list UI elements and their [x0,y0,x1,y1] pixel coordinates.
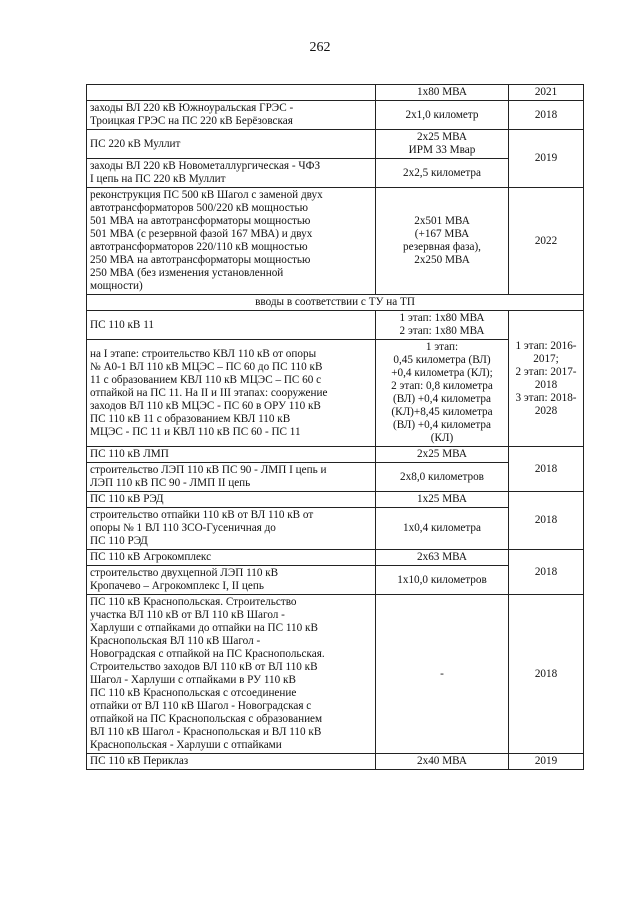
object-cell: ПС 110 кВ Краснопольская. Строительство участка ВЛ 110 кВ от ВЛ 110 кВ Шагол - Харлуши с отпайками до отпайки на ПС 110 кВ Краснопольская ВЛ 110 кВ Шагол - Новоградская с отпайкой на ПС Краснопольская. Строительство заходов ВЛ 110 кВ от ВЛ 110 кВ Шагол - Харлуши с отпайками в РУ 110 кВ ПС 110 кВ Краснопольская с отсоединение отпайки от ВЛ 110 кВ Шагол - Новоградская с отпайкой на ПС Краснопольская с образованием ВЛ 110 кВ Шагол - Краснопольская и ВЛ 110 кВ Краснопольская - Харлуши с отпайками [87,595,376,754]
table-row [87,754,584,770]
object-cell: строительство двухцепной ЛЭП 110 кВ Кропачево – Агрокомплекс I, II цепь [87,566,376,595]
table-row [87,130,584,159]
table-row [87,492,584,508]
year-cell: 2018 [509,550,584,595]
capacity-cell: - [376,595,509,754]
year-cell: 2018 [509,492,584,550]
table-row [87,85,584,101]
year-cell: 2022 [509,188,584,295]
object-cell: ПС 110 кВ РЭД [87,492,376,508]
year-cell: 2019 [509,130,584,188]
object-cell: реконструкция ПС 500 кВ Шагол с заменой двух автотрансформаторов 500/220 кВ мощностью 501 МВА на автотрансформаторы мощностью 501 МВА (с резервной фазой 167 МВА) и двух автотрансформаторов 220/110 кВ мощностью 250 МВА на автотрансформаторы мощностью 250 МВА (без изменения установленной мощности) [87,188,376,295]
year-cell: 2018 [509,101,584,130]
capacity-cell: 2x25 МВА ИРМ 33 Мвар [376,130,509,159]
capacity-cell: 2x2,5 километра [376,159,509,188]
capacity-cell: 1x25 МВА [376,492,509,508]
capacity-cell: 2x8,0 километров [376,463,509,492]
table-row [87,447,584,463]
table-row [87,101,584,130]
object-cell: строительство отпайки 110 кВ от ВЛ 110 кВ от опоры № 1 ВЛ 110 ЗСО-Гусеничная до ПС 110 РЭД [87,508,376,550]
capacity-cell: 2x501 МВА (+167 МВА резервная фаза), 2x250 МВА [376,188,509,295]
page-number: 262 [309,40,331,55]
capacity-cell: 2x63 МВА [376,550,509,566]
capacity-cell: 1 этап: 1x80 МВА 2 этап: 1x80 МВА [376,311,509,340]
year-cell: 2018 [509,447,584,492]
section-row [87,295,584,311]
object-cell: на I этапе: строительство КВЛ 110 кВ от опоры № А0-1 ВЛ 110 кВ МЦЭС – ПС 60 до ПС 110 кВ 11 с образованием КВЛ 110 кВ МЦЭС – ПС 60 с отпайкой на ПС 11. На II и III этапах: сооружение заходов ВЛ 110 кВ МЦЭС - ПС 60 в ОРУ 110 кВ ПС 110 кВ 11 с образованием КВЛ 110 кВ МЦЭС - ПС 11 и КВЛ 110 кВ ПС 60 - ПС 11 [87,340,376,447]
table-row [87,550,584,566]
table-row [87,311,584,340]
capacity-cell: 1x10,0 километров [376,566,509,595]
capacity-cell: 2x40 МВА [376,754,509,770]
capacity-cell: 1x0,4 километра [376,508,509,550]
capacity-cell: 2x25 МВА [376,447,509,463]
table-row [87,188,584,295]
year-cell: 2021 [509,85,584,101]
year-cell: 2018 [509,595,584,754]
capacity-cell: 2x1,0 километр [376,101,509,130]
investment-table [86,84,584,770]
object-cell: заходы ВЛ 220 кВ Новометаллургическая - ЧФЗ I цепь на ПС 220 кВ Муллит [87,159,376,188]
object-cell: ПС 110 кВ Агрокомплекс [87,550,376,566]
year-cell: 2019 [509,754,584,770]
object-cell: строительство ЛЭП 110 кВ ПС 90 - ЛМП I цепь и ЛЭП 110 кВ ПС 90 - ЛМП II цепь [87,463,376,492]
table-row [87,595,584,754]
year-cell: 1 этап: 2016- 2017; 2 этап: 2017- 2018 3 этап: 2018- 2028 [509,311,584,447]
object-cell [87,85,376,101]
object-cell: ПС 110 кВ ЛМП [87,447,376,463]
object-cell: ПС 110 кВ 11 [87,311,376,340]
object-cell: заходы ВЛ 220 кВ Южноуральская ГРЭС - Троицкая ГРЭС на ПС 220 кВ Берёзовская [87,101,376,130]
section-heading: вводы в соответствии с ТУ на ТП [87,295,584,311]
object-cell: ПС 220 кВ Муллит [87,130,376,159]
capacity-cell: 1x80 МВА [376,85,509,101]
object-cell: ПС 110 кВ Периклаз [87,754,376,770]
capacity-cell: 1 этап: 0,45 километра (ВЛ) +0,4 километра (КЛ); 2 этап: 0,8 километра (ВЛ) +0,4 километра (КЛ)+8,45 километра (ВЛ) +0,4 километра (КЛ) [376,340,509,447]
